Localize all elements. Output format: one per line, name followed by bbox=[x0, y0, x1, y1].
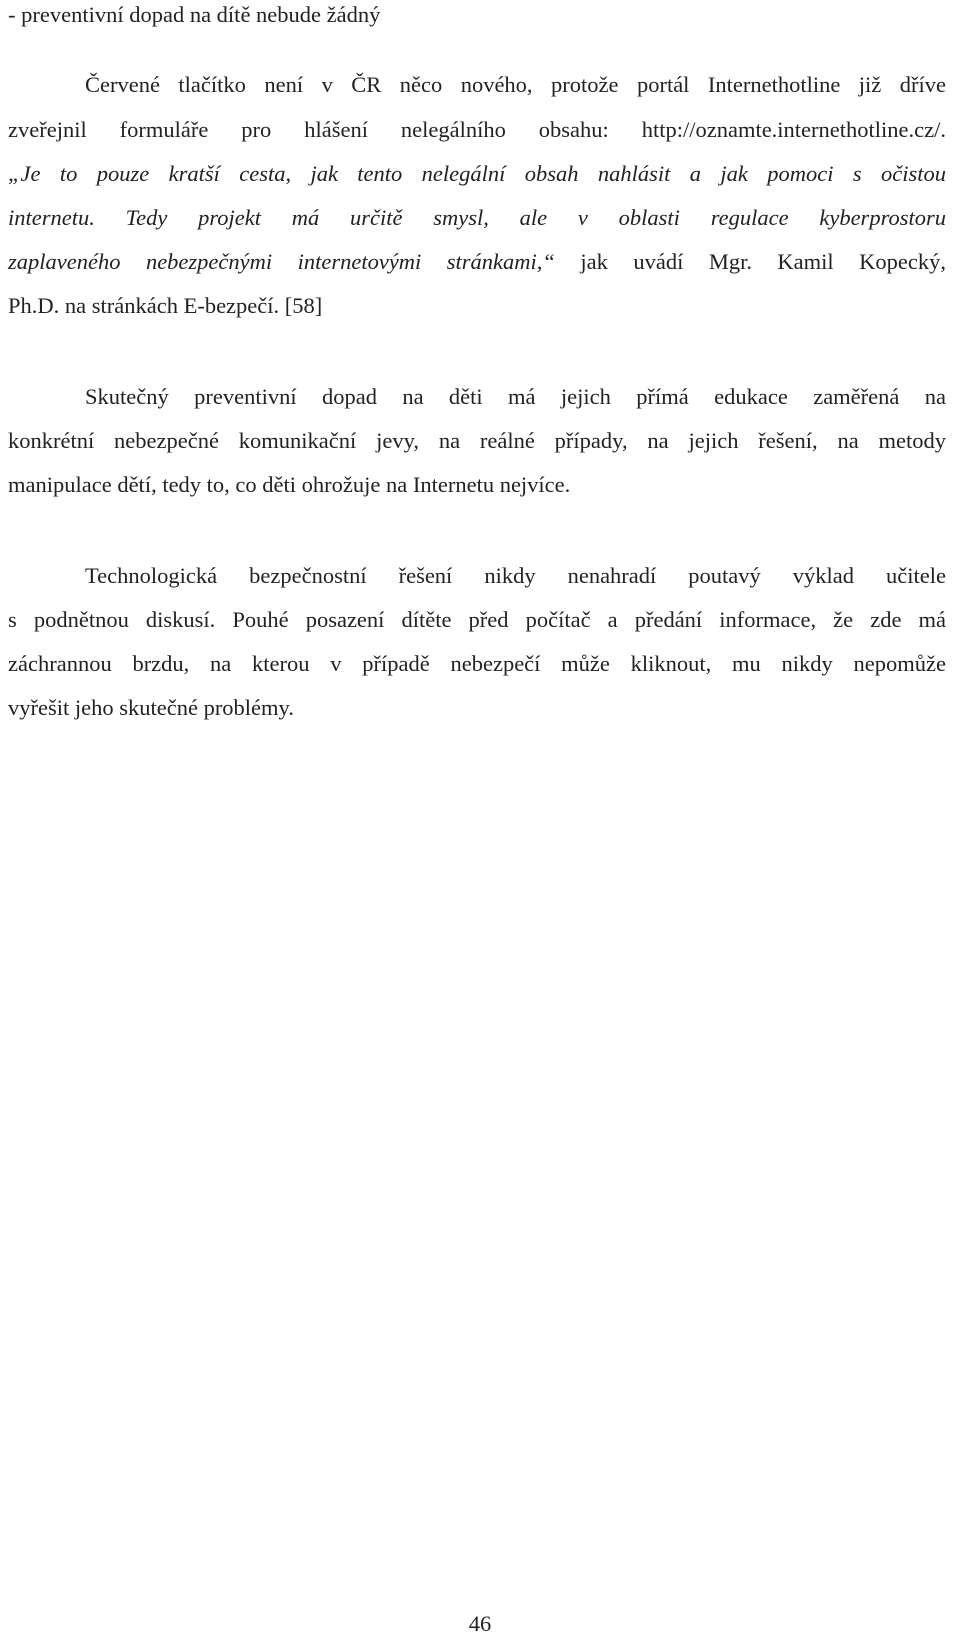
quote-attribution-line bbox=[8, 247, 946, 277]
quote-line: „Je to pouze kratší cesta, jak tento nelegální obsah nahlásit a jak pomoci s očistou bbox=[8, 161, 946, 186]
quote-fragment: zaplaveného nebezpečnými internetovými stránkami,“ bbox=[8, 249, 555, 274]
paragraph-line: Technologická bezpečnostní řešení nikdy nenahradí poutavý výklad učitele bbox=[85, 563, 946, 588]
paragraph-line: s podnětnou diskusí. Pouhé posazení dítěte před počítač a předání informace, že zde má bbox=[8, 607, 946, 632]
paragraph-line: konkrétní nebezpečné komunikační jevy, na reálné případy, na jejich řešení, na metody bbox=[8, 428, 946, 453]
paragraph-line: Skutečný preventivní dopad na děti má jejich přímá edukace zaměřená na bbox=[85, 384, 946, 409]
paragraph-line: manipulace dětí, tedy to, co děti ohrožuje na Internetu nejvíce. bbox=[8, 472, 571, 497]
bullet-line: - preventivní dopad na dítě nebude žádný bbox=[8, 2, 381, 27]
paragraph-line: Červené tlačítko není v ČR něco nového, protože portál Internethotline již dříve bbox=[85, 72, 946, 97]
paragraph-line: záchrannou brzdu, na kterou v případě nebezpečí může kliknout, mu nikdy nepomůže bbox=[8, 651, 946, 676]
page-number: 46 bbox=[468, 1611, 492, 1636]
paragraph-line: vyřešit jeho skutečné problémy. bbox=[8, 695, 294, 720]
quote-line: internetu. Tedy projekt má určitě smysl, ale v oblasti regulace kyberprostoru bbox=[8, 205, 946, 230]
attribution-text: jak uvádí Mgr. Kamil Kopecký, bbox=[554, 249, 946, 274]
paragraph-line: zveřejnil formuláře pro hlášení nelegálního obsahu: http://oznamte.internethotline.cz/. bbox=[8, 117, 946, 142]
paragraph-line: Ph.D. na stránkách E-bezpečí. [58] bbox=[8, 293, 323, 318]
